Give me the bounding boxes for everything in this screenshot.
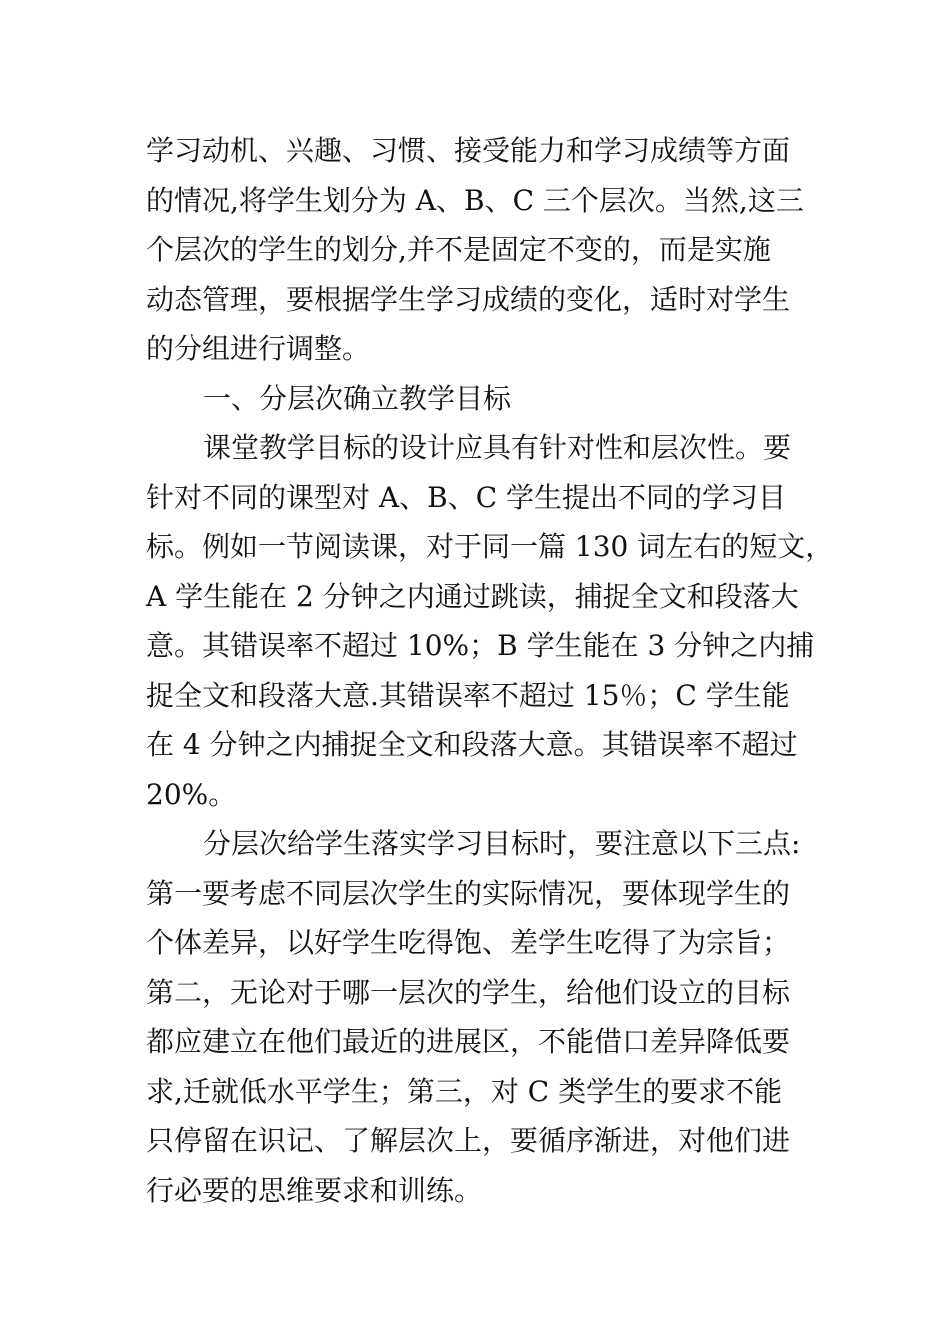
text-line: 意。其错误率不超过 10%；B 学生能在 3 分钟之内捕 (146, 629, 815, 662)
paragraph-3 (146, 819, 826, 1215)
text-line: 针对不同的课型对 A、B、C 学生提出不同的学习目 (146, 480, 787, 514)
paragraph-1 (146, 126, 826, 374)
document-body (146, 126, 834, 1215)
text-line: 第一要考虑不同层次学生的实际情况，要体现学生的 (146, 876, 791, 910)
section-heading: 一、分层次确立教学目标 (203, 381, 512, 415)
text-line: 捉全文和段落大意.其错误率不超过 15％；C 学生能 (146, 678, 790, 712)
text-line: 个体差异，以好学生吃得饱、差学生吃得了为宗旨； (146, 926, 791, 959)
text-line: 行必要的思维要求和训练。 (146, 1173, 483, 1207)
text-line: 只停留在识记、了解层次上，要循序渐进，对他们进 (146, 1124, 791, 1157)
paragraph-2 (146, 423, 834, 819)
text-line: 20%。 (146, 777, 237, 811)
text-line: 标。例如一节阅读课，对于同一篇 130 词左右的短文， (146, 530, 834, 563)
text-line: 的分组进行调整。 (146, 332, 371, 365)
text-line: 的情况,将学生划分为 A、B、C 三个层次。当然,这三 (146, 183, 804, 217)
text-line: 课堂教学目标的设计应具有针对性和层次性。要 (203, 431, 792, 464)
text-line: 在 4 分钟之内捕捉全文和段落大意。其错误率不超过 (146, 728, 798, 761)
text-line: 分层次给学生落实学习目标时，要注意以下三点: (203, 827, 801, 860)
text-line: 都应建立在他们最近的进展区，不能借口差异降低要 (146, 1025, 791, 1058)
text-line: 学习动机、兴趣、习惯、接受能力和学习成绩等方面 (146, 134, 791, 167)
text-line: 第二，无论对于哪一层次的学生，给他们设立的目标 (146, 975, 791, 1009)
text-line: 动态管理，要根据学生学习成绩的变化，适时对学生 (146, 282, 791, 316)
text-line: 求,迁就低水平学生；第三，对 C 类学生的要求不能 (146, 1074, 783, 1108)
text-line: A 学生能在 2 分钟之内通过跳读，捕捉全文和段落大 (146, 579, 799, 613)
text-line: 个层次的学生的划分,并不是固定不变的，而是实施 (146, 233, 771, 266)
